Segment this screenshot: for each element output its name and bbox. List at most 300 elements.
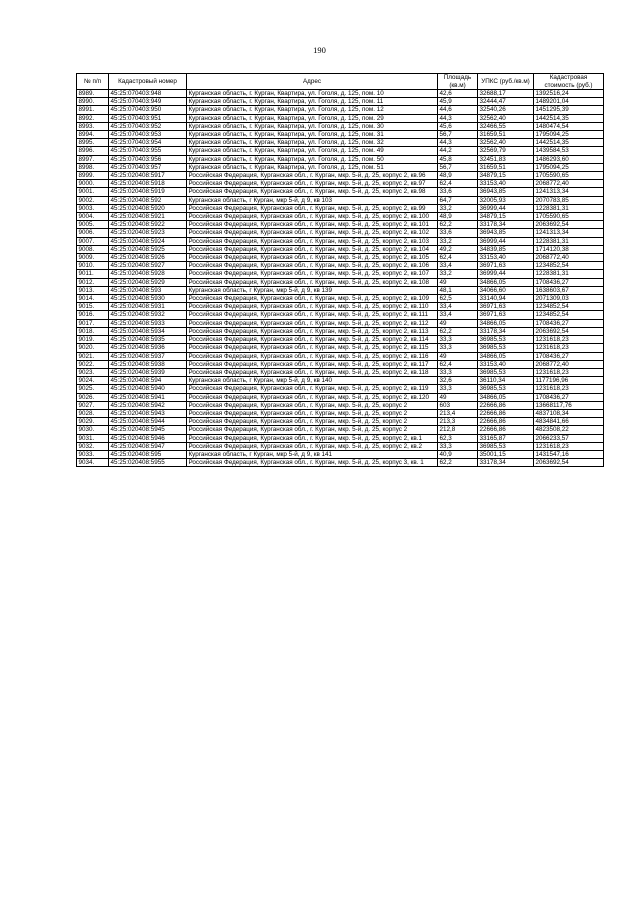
cadastral-value-cell: 1442514,35	[534, 114, 604, 122]
row-number-cell: 9008.	[77, 245, 109, 253]
upks-cell: 32562,40	[478, 139, 534, 147]
table-row	[77, 139, 604, 147]
row-number-cell: 9030.	[77, 426, 109, 434]
row-number-cell: 9029.	[77, 418, 109, 426]
upks-cell: 36971,63	[478, 262, 534, 270]
cadastral-value-cell: 1708436,27	[534, 393, 604, 401]
cadastral-value-cell: 1795094,25	[534, 131, 604, 139]
row-number-cell: 9028.	[77, 409, 109, 417]
table-row	[77, 196, 604, 204]
cadastral-number-cell: 45:25:020408:5930	[109, 295, 187, 303]
table-row	[77, 327, 604, 335]
cadastral-number-cell: 45:25:020408:5924	[109, 237, 187, 245]
upks-cell: 34879,15	[478, 172, 534, 180]
upks-cell: 36943,85	[478, 229, 534, 237]
cadastral-value-cell: 1231618,23	[534, 336, 604, 344]
cadastral-value-cell: 1714120,38	[534, 245, 604, 253]
upks-cell: 33153,40	[478, 180, 534, 188]
table-row	[77, 352, 604, 360]
row-number-cell: 8996.	[77, 147, 109, 155]
address-cell: Российская Федерация, Курганская обл., г. Курган, мкр. 5-й, д. 25, корпус 2	[187, 418, 438, 426]
table-row	[77, 106, 604, 114]
area-cell: 49	[438, 352, 478, 360]
table-row	[77, 434, 604, 442]
cadastral-number-cell: 45:25:020408:5926	[109, 254, 187, 262]
cadastral-value-table	[76, 73, 604, 467]
area-cell: 33,4	[438, 262, 478, 270]
row-number-cell: 9001.	[77, 188, 109, 196]
upks-cell: 32005,93	[478, 196, 534, 204]
upks-cell: 36985,53	[478, 442, 534, 450]
upks-cell: 33178,34	[478, 327, 534, 335]
address-cell: Курганская область, г. Курган, Квартира, ул. Гоголя, д. 125, пом. 10	[187, 90, 438, 98]
address-cell: Российская Федерация, Курганская обл., г. Курган, мкр. 5-й, д. 25, корпус 2, кв.113	[187, 327, 438, 335]
area-cell: 62,2	[438, 459, 478, 467]
address-cell: Курганская область, г Курган, мкр 5-й, д 9, кв 139	[187, 286, 438, 294]
cadastral-number-cell: 45:25:020408:5932	[109, 311, 187, 319]
row-number-cell: 9010.	[77, 262, 109, 270]
row-number-cell: 9016.	[77, 311, 109, 319]
cadastral-value-cell: 1234852,54	[534, 303, 604, 311]
cadastral-value-cell: 1795094,25	[534, 163, 604, 171]
area-cell: 40,9	[438, 450, 478, 458]
address-cell: Курганская область, г. Курган, Квартира, ул. Гоголя, д. 125, пом. 11	[187, 98, 438, 106]
upks-cell: 33153,40	[478, 360, 534, 368]
cadastral-value-cell: 1241313,34	[534, 188, 604, 196]
row-number-cell: 9026.	[77, 393, 109, 401]
address-cell: Курганская область, г. Курган, Квартира, ул. Гоголя, д. 125, пом. 49	[187, 147, 438, 155]
area-cell: 62,4	[438, 180, 478, 188]
cadastral-value-cell: 1234852,54	[534, 311, 604, 319]
header-address: Адрес	[187, 74, 438, 90]
area-cell: 603	[438, 401, 478, 409]
cadastral-value-cell: 1231618,23	[534, 368, 604, 376]
row-number-cell: 9018.	[77, 327, 109, 335]
table-row	[77, 303, 604, 311]
area-cell: 33,4	[438, 303, 478, 311]
area-cell: 49	[438, 393, 478, 401]
cadastral-number-cell: 45:25:020408:5940	[109, 385, 187, 393]
cadastral-value-cell: 2063692,54	[534, 459, 604, 467]
address-cell: Российская Федерация, Курганская обл., г. Курган, мкр. 5-й, д. 25, корпус 2, кв.99	[187, 204, 438, 212]
row-number-cell: 9013.	[77, 286, 109, 294]
row-number-cell: 8993.	[77, 122, 109, 130]
area-cell: 213,3	[438, 418, 478, 426]
address-cell: Российская Федерация, Курганская обл., г. Курган, мкр. 5-й, д. 25, корпус 2, кв.110	[187, 303, 438, 311]
row-number-cell: 8999.	[77, 172, 109, 180]
upks-cell: 36971,63	[478, 311, 534, 319]
upks-cell: 32466,55	[478, 122, 534, 130]
upks-cell: 32688,17	[478, 90, 534, 98]
area-cell: 33,3	[438, 442, 478, 450]
upks-cell: 31659,51	[478, 131, 534, 139]
upks-cell: 33165,87	[478, 434, 534, 442]
upks-cell: 32540,26	[478, 106, 534, 114]
area-cell: 49,2	[438, 245, 478, 253]
area-cell: 33,3	[438, 368, 478, 376]
upks-cell: 34066,60	[478, 286, 534, 294]
table-row	[77, 254, 604, 262]
row-number-cell: 8989.	[77, 90, 109, 98]
upks-cell: 33140,94	[478, 295, 534, 303]
cadastral-number-cell: 45:25:020408:5941	[109, 393, 187, 401]
area-cell: 33,3	[438, 344, 478, 352]
address-cell: Российская Федерация, Курганская обл., г. Курган, мкр. 5-й, д. 25, корпус 2	[187, 409, 438, 417]
area-cell: 62,3	[438, 434, 478, 442]
cadastral-value-cell: 1442514,35	[534, 139, 604, 147]
area-cell: 56,7	[438, 163, 478, 171]
table-row	[77, 368, 604, 376]
area-cell: 33,2	[438, 270, 478, 278]
upks-cell: 31659,51	[478, 163, 534, 171]
address-cell: Курганская область, г. Курган, Квартира, ул. Гоголя, д. 125, пом. 50	[187, 155, 438, 163]
upks-cell: 36999,44	[478, 270, 534, 278]
cadastral-value-cell: 13668117,76	[534, 401, 604, 409]
cadastral-value-cell: 1228381,31	[534, 204, 604, 212]
table-row	[77, 377, 604, 385]
cadastral-number-cell: 45:25:070403:950	[109, 106, 187, 114]
address-cell: Российская Федерация, Курганская обл., г. Курган, мкр. 5-й, д. 25, корпус 2, кв.120	[187, 393, 438, 401]
row-number-cell: 9022.	[77, 360, 109, 368]
cadastral-value-cell: 1708436,27	[534, 352, 604, 360]
area-cell: 49	[438, 319, 478, 327]
cadastral-value-cell: 1489201,04	[534, 98, 604, 106]
address-cell: Курганская область, г Курган, мкр 5-й, д 9, кв 140	[187, 377, 438, 385]
row-number-cell: 9024.	[77, 377, 109, 385]
table-row	[77, 221, 604, 229]
table-row	[77, 204, 604, 212]
table-row	[77, 172, 604, 180]
table-row	[77, 245, 604, 253]
address-cell: Российская Федерация, Курганская обл., г. Курган, мкр. 5-й, д. 25, корпус 3, кв. 1	[187, 459, 438, 467]
table-row	[77, 319, 604, 327]
upks-cell: 22666,86	[478, 401, 534, 409]
upks-cell: 36985,53	[478, 385, 534, 393]
row-number-cell: 8995.	[77, 139, 109, 147]
table-row	[77, 237, 604, 245]
table-row	[77, 393, 604, 401]
upks-cell: 35001,15	[478, 450, 534, 458]
table-row	[77, 360, 604, 368]
upks-cell: 36985,53	[478, 368, 534, 376]
address-cell: Российская Федерация, Курганская обл., г. Курган, мкр. 5-й, д. 25, корпус 2, кв.100	[187, 213, 438, 221]
cadastral-number-cell: 45:25:020408:5946	[109, 434, 187, 442]
cadastral-number-cell: 45:25:020408:5944	[109, 418, 187, 426]
cadastral-number-cell: 45:25:020408:5922	[109, 221, 187, 229]
address-cell: Курганская область, г Курган, мкр 5-й, д 9, кв 141	[187, 450, 438, 458]
upks-cell: 36943,85	[478, 188, 534, 196]
cadastral-value-cell: 2063692,54	[534, 327, 604, 335]
cadastral-value-cell: 2068772,40	[534, 254, 604, 262]
area-cell: 44,3	[438, 139, 478, 147]
area-cell: 62,4	[438, 254, 478, 262]
cadastral-value-cell: 1451295,39	[534, 106, 604, 114]
cadastral-number-cell: 45:25:020408:595	[109, 450, 187, 458]
upks-cell: 22666,86	[478, 418, 534, 426]
area-cell: 33,3	[438, 385, 478, 393]
cadastral-value-cell: 2068772,40	[534, 180, 604, 188]
address-cell: Российская Федерация, Курганская обл., г. Курган, мкр. 5-й, д. 25, корпус 2, кв.112	[187, 319, 438, 327]
cadastral-value-cell: 1231618,23	[534, 442, 604, 450]
address-cell: Российская Федерация, Курганская обл., г. Курган, мкр. 5-й, д. 25, корпус 2, кв.108	[187, 278, 438, 286]
cadastral-number-cell: 45:25:020408:5928	[109, 270, 187, 278]
row-number-cell: 8990.	[77, 98, 109, 106]
address-cell: Российская Федерация, Курганская обл., г. Курган, мкр. 5-й, д. 25, корпус 2, кв.118	[187, 368, 438, 376]
cadastral-number-cell: 45:25:070403:951	[109, 114, 187, 122]
table-row	[77, 270, 604, 278]
cadastral-number-cell: 45:25:020408:593	[109, 286, 187, 294]
area-cell: 42,6	[438, 90, 478, 98]
cadastral-value-cell: 1431547,16	[534, 450, 604, 458]
header-cadastral-number: Кадастровый номер	[109, 74, 187, 90]
cadastral-value-cell: 2066233,57	[534, 434, 604, 442]
upks-cell: 34866,05	[478, 393, 534, 401]
upks-cell: 36985,53	[478, 344, 534, 352]
area-cell: 33,6	[438, 229, 478, 237]
area-cell: 32,6	[438, 377, 478, 385]
table-body	[77, 90, 604, 467]
area-cell: 48,9	[438, 213, 478, 221]
cadastral-number-cell: 45:25:020408:5923	[109, 229, 187, 237]
area-cell: 48,9	[438, 172, 478, 180]
cadastral-number-cell: 45:25:020408:5927	[109, 262, 187, 270]
cadastral-number-cell: 45:25:020408:5947	[109, 442, 187, 450]
cadastral-number-cell: 45:25:070403:956	[109, 155, 187, 163]
row-number-cell: 9017.	[77, 319, 109, 327]
cadastral-value-cell: 1392516,24	[534, 90, 604, 98]
table-row	[77, 311, 604, 319]
cadastral-number-cell: 45:25:020408:5933	[109, 319, 187, 327]
upks-cell: 34839,85	[478, 245, 534, 253]
area-cell: 45,6	[438, 122, 478, 130]
cadastral-number-cell: 45:25:020408:594	[109, 377, 187, 385]
cadastral-value-cell: 1480474,54	[534, 122, 604, 130]
table-row	[77, 426, 604, 434]
cadastral-value-cell: 1231618,23	[534, 385, 604, 393]
cadastral-value-cell: 1439584,53	[534, 147, 604, 155]
row-number-cell: 9025.	[77, 385, 109, 393]
upks-cell: 32569,79	[478, 147, 534, 155]
table-row	[77, 163, 604, 171]
upks-cell: 34866,05	[478, 278, 534, 286]
row-number-cell: 9002.	[77, 196, 109, 204]
table-row	[77, 114, 604, 122]
row-number-cell: 9021.	[77, 352, 109, 360]
header-row-number: № п/п	[77, 74, 109, 90]
cadastral-value-cell: 2070783,85	[534, 196, 604, 204]
upks-cell: 32562,40	[478, 114, 534, 122]
address-cell: Российская Федерация, Курганская обл., г. Курган, мкр. 5-й, д. 25, корпус 2, кв.1	[187, 434, 438, 442]
area-cell: 44,2	[438, 147, 478, 155]
cadastral-value-cell: 2068772,40	[534, 360, 604, 368]
address-cell: Российская Федерация, Курганская обл., г. Курган, мкр. 5-й, д. 25, корпус 2, кв.96	[187, 172, 438, 180]
address-cell: Российская Федерация, Курганская обл., г. Курган, мкр. 5-й, д. 25, корпус 2, кв.102	[187, 229, 438, 237]
area-cell: 33,6	[438, 188, 478, 196]
row-number-cell: 9009.	[77, 254, 109, 262]
area-cell: 48,1	[438, 286, 478, 294]
address-cell: Российская Федерация, Курганская обл., г. Курган, мкр. 5-й, д. 25, корпус 2, кв.98	[187, 188, 438, 196]
table-row	[77, 409, 604, 417]
cadastral-number-cell: 45:25:070403:949	[109, 98, 187, 106]
area-cell: 64,7	[438, 196, 478, 204]
address-cell: Российская Федерация, Курганская обл., г. Курган, мкр. 5-й, д. 25, корпус 2, кв.2	[187, 442, 438, 450]
area-cell: 49	[438, 278, 478, 286]
upks-cell: 34866,05	[478, 352, 534, 360]
row-number-cell: 8997.	[77, 155, 109, 163]
address-cell: Российская Федерация, Курганская обл., г. Курган, мкр. 5-й, д. 25, корпус 2, кв.109	[187, 295, 438, 303]
page-number: 190	[313, 45, 326, 55]
row-number-cell: 9005.	[77, 221, 109, 229]
cadastral-number-cell: 45:25:070403:954	[109, 139, 187, 147]
upks-cell: 33153,40	[478, 254, 534, 262]
upks-cell: 22666,86	[478, 426, 534, 434]
cadastral-number-cell: 45:25:070403:957	[109, 163, 187, 171]
table-row	[77, 442, 604, 450]
address-cell: Курганская область, г. Курган, Квартира, ул. Гоголя, д. 125, пом. 30	[187, 122, 438, 130]
area-cell: 213,4	[438, 409, 478, 417]
area-cell: 212,8	[438, 426, 478, 434]
table-row	[77, 295, 604, 303]
upks-cell: 34866,05	[478, 319, 534, 327]
area-cell: 33,2	[438, 204, 478, 212]
area-cell: 45,9	[438, 98, 478, 106]
row-number-cell: 9006.	[77, 229, 109, 237]
upks-cell: 33178,34	[478, 459, 534, 467]
area-cell: 62,2	[438, 327, 478, 335]
table-row	[77, 385, 604, 393]
cadastral-value-cell: 1228381,31	[534, 237, 604, 245]
cadastral-value-cell: 4834841,66	[534, 418, 604, 426]
table-row	[77, 262, 604, 270]
cadastral-value-cell: 1486293,60	[534, 155, 604, 163]
row-number-cell: 9034.	[77, 459, 109, 467]
address-cell: Курганская область, г. Курган, Квартира, ул. Гоголя, д. 125, пом. 29	[187, 114, 438, 122]
cadastral-number-cell: 45:25:020408:5919	[109, 188, 187, 196]
row-number-cell: 9000.	[77, 180, 109, 188]
address-cell: Российская Федерация, Курганская обл., г. Курган, мкр. 5-й, д. 25, корпус 2, кв.111	[187, 311, 438, 319]
row-number-cell: 9020.	[77, 344, 109, 352]
upks-cell: 36999,44	[478, 237, 534, 245]
area-cell: 33,4	[438, 311, 478, 319]
cadastral-number-cell: 45:25:020408:5921	[109, 213, 187, 221]
table-row	[77, 98, 604, 106]
cadastral-number-cell: 45:25:070403:953	[109, 131, 187, 139]
cadastral-number-cell: 45:25:070403:948	[109, 90, 187, 98]
address-cell: Российская Федерация, Курганская обл., г. Курган, мкр. 5-й, д. 25, корпус 2, кв.106	[187, 262, 438, 270]
table-row	[77, 459, 604, 467]
upks-cell: 32451,83	[478, 155, 534, 163]
cadastral-number-cell: 45:25:020408:592	[109, 196, 187, 204]
cadastral-number-cell: 45:25:020408:5937	[109, 352, 187, 360]
cadastral-value-cell: 4823508,22	[534, 426, 604, 434]
address-cell: Российская Федерация, Курганская обл., г. Курган, мкр. 5-й, д. 25, корпус 2	[187, 401, 438, 409]
upks-cell: 36110,34	[478, 377, 534, 385]
header-area: Площадь (кв.м)	[438, 74, 478, 90]
row-number-cell: 9003.	[77, 204, 109, 212]
row-number-cell: 9015.	[77, 303, 109, 311]
row-number-cell: 8994.	[77, 131, 109, 139]
address-cell: Российская Федерация, Курганская обл., г. Курган, мкр. 5-й, д. 25, корпус 2, кв.116	[187, 352, 438, 360]
area-cell: 56,7	[438, 131, 478, 139]
cadastral-number-cell: 45:25:020408:5945	[109, 426, 187, 434]
address-cell: Российская Федерация, Курганская обл., г. Курган, мкр. 5-й, д. 25, корпус 2, кв.117	[187, 360, 438, 368]
cadastral-value-cell: 2063692,54	[534, 221, 604, 229]
cadastral-number-cell: 45:25:020408:5943	[109, 409, 187, 417]
address-cell: Курганская область, г. Курган, Квартира, ул. Гоголя, д. 125, пом. 51	[187, 163, 438, 171]
cadastral-value-cell: 1705590,65	[534, 172, 604, 180]
address-cell: Российская Федерация, Курганская обл., г. Курган, мкр. 5-й, д. 25, корпус 2, кв.101	[187, 221, 438, 229]
table-row	[77, 122, 604, 130]
table-row	[77, 229, 604, 237]
upks-cell: 36999,44	[478, 204, 534, 212]
area-cell: 45,8	[438, 155, 478, 163]
row-number-cell: 9033.	[77, 450, 109, 458]
address-cell: Российская Федерация, Курганская обл., г. Курган, мкр. 5-й, д. 25, корпус 2, кв.114	[187, 336, 438, 344]
address-cell: Курганская область, г. Курган, Квартира, ул. Гоголя, д. 125, пом. 12	[187, 106, 438, 114]
cadastral-number-cell: 45:25:020408:5917	[109, 172, 187, 180]
row-number-cell: 9004.	[77, 213, 109, 221]
table-row	[77, 418, 604, 426]
address-cell: Российская Федерация, Курганская обл., г. Курган, мкр. 5-й, д. 25, корпус 2, кв.97	[187, 180, 438, 188]
upks-cell: 33178,34	[478, 221, 534, 229]
table-row	[77, 286, 604, 294]
address-cell: Курганская область, г. Курган, Квартира, ул. Гоголя, д. 125, пом. 32	[187, 139, 438, 147]
cadastral-value-cell: 1234852,54	[534, 262, 604, 270]
cadastral-number-cell: 45:25:020408:5918	[109, 180, 187, 188]
table-row	[77, 188, 604, 196]
table-row	[77, 401, 604, 409]
header-upks: УПКС (руб./кв.м)	[478, 74, 534, 90]
upks-cell: 36971,63	[478, 303, 534, 311]
table-row	[77, 147, 604, 155]
row-number-cell: 9031.	[77, 434, 109, 442]
cadastral-number-cell: 45:25:020408:5936	[109, 344, 187, 352]
address-cell: Российская Федерация, Курганская обл., г. Курган, мкр. 5-й, д. 25, корпус 2, кв.105	[187, 254, 438, 262]
area-cell: 33,2	[438, 237, 478, 245]
row-number-cell: 9011.	[77, 270, 109, 278]
table-row	[77, 90, 604, 98]
area-cell: 62,5	[438, 295, 478, 303]
header-cadastral-value: Кадастровая стоимость (руб.)	[534, 74, 604, 90]
table-row	[77, 450, 604, 458]
upks-cell: 22666,86	[478, 409, 534, 417]
cadastral-value-cell: 2071309,03	[534, 295, 604, 303]
address-cell: Российская Федерация, Курганская обл., г. Курган, мкр. 5-й, д. 25, корпус 2, кв.115	[187, 344, 438, 352]
area-cell: 62,4	[438, 360, 478, 368]
row-number-cell: 9032.	[77, 442, 109, 450]
table-row	[77, 131, 604, 139]
address-cell: Курганская область, г Курган, мкр 5-й, д 9, кв 103	[187, 196, 438, 204]
cadastral-number-cell: 45:25:020408:5920	[109, 204, 187, 212]
area-cell: 44,3	[438, 114, 478, 122]
address-cell: Курганская область, г. Курган, Квартира, ул. Гоголя, д. 125, пом. 31	[187, 131, 438, 139]
table-row	[77, 155, 604, 163]
row-number-cell: 9012.	[77, 278, 109, 286]
cadastral-value-cell: 1228381,31	[534, 270, 604, 278]
cadastral-number-cell: 45:25:020408:5929	[109, 278, 187, 286]
table-row	[77, 278, 604, 286]
cadastral-number-cell: 45:25:020408:5925	[109, 245, 187, 253]
row-number-cell: 9027.	[77, 401, 109, 409]
cadastral-value-cell: 1231618,23	[534, 344, 604, 352]
row-number-cell: 9007.	[77, 237, 109, 245]
upks-cell: 34879,15	[478, 213, 534, 221]
address-cell: Российская Федерация, Курганская обл., г. Курган, мкр. 5-й, д. 25, корпус 2, кв.119	[187, 385, 438, 393]
cadastral-value-cell: 1241313,34	[534, 229, 604, 237]
address-cell: Российская Федерация, Курганская обл., г. Курган, мкр. 5-й, д. 25, корпус 2	[187, 426, 438, 434]
row-number-cell: 8991.	[77, 106, 109, 114]
area-cell: 44,6	[438, 106, 478, 114]
